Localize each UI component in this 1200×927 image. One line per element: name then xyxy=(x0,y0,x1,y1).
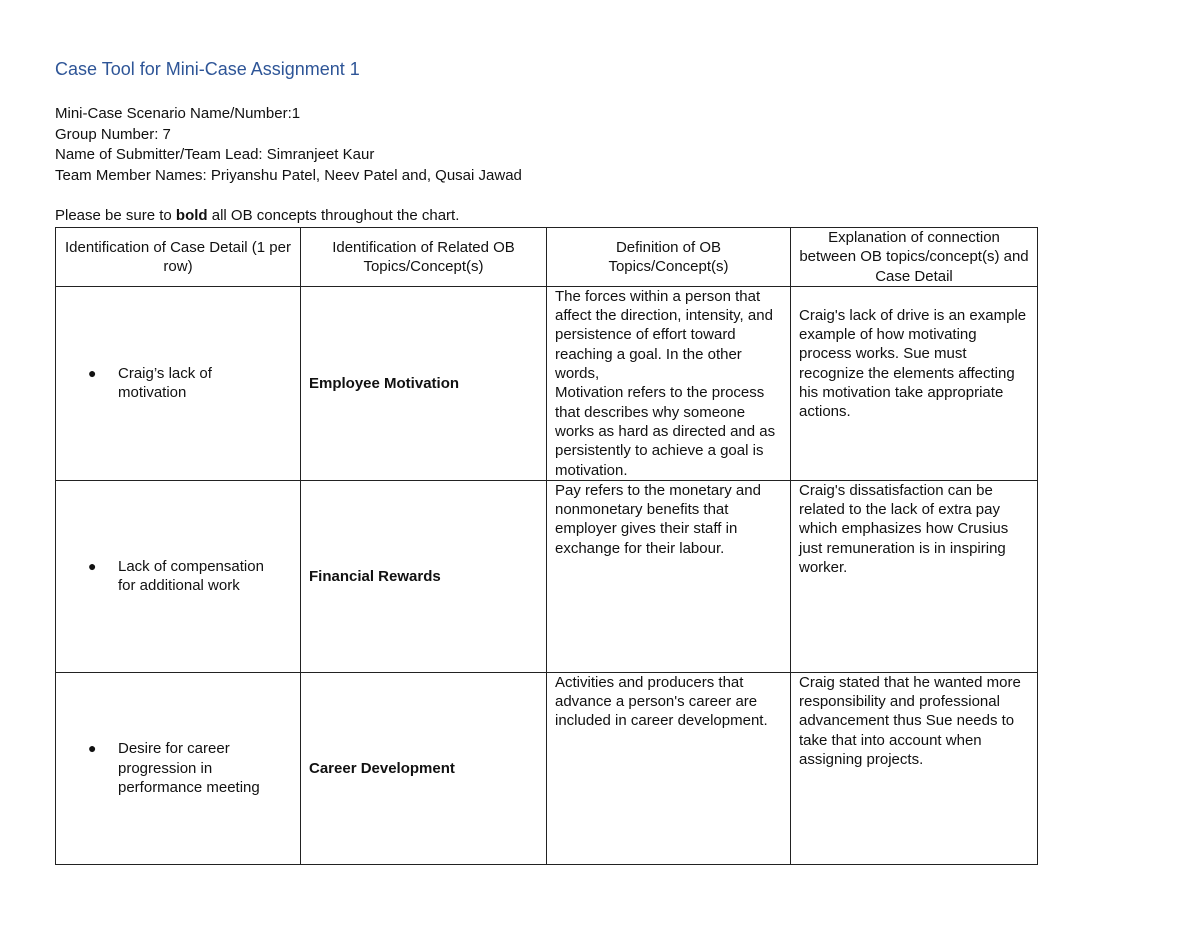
scenario-line: Mini-Case Scenario Name/Number:1 xyxy=(55,105,301,122)
table-row xyxy=(56,286,1038,480)
header-explanation: Explanation of connection between OB topics/concept(s) and Case Detail xyxy=(791,228,1038,287)
ob-topic-cell: Employee Motivation xyxy=(301,286,547,480)
explanation-cell xyxy=(791,286,1038,480)
instruction-prefix: Please be sure to xyxy=(55,207,176,224)
explanation-text: Craig's lack of drive is an example example of how motivating process works. Sue must recognize the elements affecting his motivation take appropriate actions. xyxy=(799,306,1027,421)
submitter-line: Name of Submitter/Team Lead: Simranjeet Kaur xyxy=(55,146,375,163)
assignment-info xyxy=(55,104,522,186)
explanation-cell: Craig's dissatisfaction can be related to the lack of extra pay which emphasizes how Crusius just remuneration is in inspiring worker. xyxy=(791,480,1038,672)
bullet-icon: ● xyxy=(88,740,97,757)
definition-cell: Pay refers to the monetary and nonmonetary benefits that employer gives their staff in exchange for their labour. xyxy=(547,480,791,672)
explanation-cell: Craig stated that he wanted more responsibility and professional advancement thus Sue needs to take that into account when assigning projects. xyxy=(791,672,1038,864)
case-detail-text: Craig’s lack of motivation xyxy=(118,365,212,402)
bullet-icon: ● xyxy=(88,558,97,575)
bullet-icon: ● xyxy=(88,365,97,382)
table-header-row xyxy=(56,228,1038,287)
instruction-line xyxy=(55,206,459,226)
instruction-bold-word: bold xyxy=(175,207,208,224)
case-detail-cell xyxy=(56,672,301,864)
definition-line-2: Motivation refers to the process that describes why someone works as hard as directed and as persistently to achieve a goal is motivation. xyxy=(555,384,776,479)
definition-cell: Activities and producers that advance a person's career are included in career development. xyxy=(547,672,791,864)
document-title: Case Tool for Mini-Case Assignment 1 xyxy=(55,59,360,79)
case-tool-table xyxy=(55,227,1038,865)
header-case-detail: Identification of Case Detail (1 per row) xyxy=(56,228,301,287)
table-row xyxy=(56,672,1038,864)
definition-cell xyxy=(547,286,791,480)
header-definition: Definition of OB Topics/Concept(s) xyxy=(547,228,791,287)
case-detail-text: Desire for career progression in performance meeting xyxy=(118,740,260,796)
case-detail-cell xyxy=(56,286,301,480)
case-detail-text: Lack of compensation for additional work xyxy=(118,558,264,595)
table-row xyxy=(56,480,1038,672)
ob-topic-cell: Financial Rewards xyxy=(301,480,547,672)
group-number-line: Group Number: 7 xyxy=(55,125,171,143)
header-ob-topics: Identification of Related OB Topics/Concept(s) xyxy=(301,228,547,287)
case-detail-cell xyxy=(56,480,301,672)
definition-line-1: The forces within a person that affect the direction, intensity, and persistence of effort toward reaching a goal. In the other words, xyxy=(555,287,773,383)
ob-topic-cell: Career Development xyxy=(301,672,547,864)
team-members-line: Team Member Names: Priyanshu Patel, Neev Patel and, Qusai Jawad xyxy=(55,166,522,184)
instruction-suffix: all OB concepts throughout the chart. xyxy=(207,207,460,224)
